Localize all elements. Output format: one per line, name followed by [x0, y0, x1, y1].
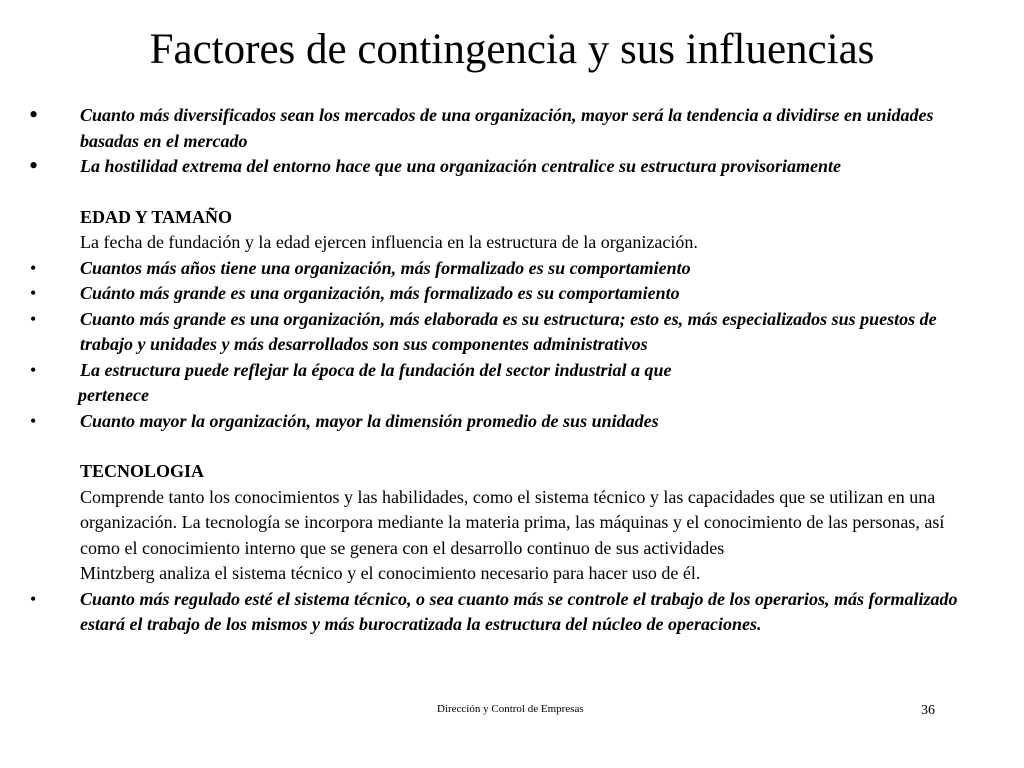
- bullet-text: Cuanto mayor la organización, mayor la dimensión promedio de sus unidades: [80, 410, 659, 431]
- section-intro-edad: La fecha de fundación y la edad ejercen influencia en la estructura de la organización.: [80, 232, 698, 252]
- slide-body: [0, 100, 1024, 638]
- slide-title: Factores de contingencia y sus influencias: [149, 26, 875, 73]
- bullet-icon: •: [30, 359, 37, 380]
- bullet-item: [0, 409, 985, 435]
- bullet-item: [0, 587, 985, 638]
- section-paragraph-tecnologia: Comprende tanto los conocimientos y las habilidades, como el sistema técnico y las capacidades que se utilizan en una organización. La tecnología se incorpora mediante la materia prima, las máquinas y el conocimiento de las personas, así como el conocimiento interno que se genera con el desarrollo continuo de sus actividades: [80, 486, 945, 558]
- bullet-text: La estructura puede reflejar la época de la fundación del sector industrial a que: [80, 359, 672, 380]
- bullet-icon: •: [30, 308, 37, 329]
- bullet-text: Cuanto más diversificados sean los mercados de una organización, mayor será la tendencia a dividirse en unidades basadas en el mercado: [80, 105, 934, 151]
- slide-footer: [0, 703, 1024, 723]
- footer-text: Dirección y Control de Empresas: [437, 703, 584, 715]
- bullet-icon: •: [30, 410, 37, 431]
- bullet-text: La hostilidad extrema del entorno hace que una organización centralice su estructura provisoriamente: [80, 156, 842, 176]
- page-number: 36: [921, 703, 935, 718]
- bullet-item: [0, 256, 985, 282]
- bullet-text: Cuanto más grande es una organización, más elaborada es su estructura; esto es, más especializados sus puestos de trabajo y unidades y más desarrollados son sus componentes administrativos: [80, 308, 937, 354]
- bullet-item: [0, 281, 985, 307]
- section-heading-tecnologia: TECNOLOGIA: [80, 461, 205, 481]
- bullet-item: [0, 151, 985, 180]
- bullet-item: [0, 307, 985, 358]
- section-note-tecnologia: Mintzberg analiza el sistema técnico y el conocimiento necesario para hacer uso de él.: [80, 563, 701, 583]
- bullet-continuation: pertenece: [78, 385, 149, 405]
- spacer: [0, 434, 1024, 459]
- bullet-icon: •: [30, 588, 37, 609]
- bullet-item: [0, 100, 985, 154]
- bullet-icon: •: [29, 100, 39, 129]
- bullet-icon: •: [30, 257, 37, 278]
- section-heading-edad: EDAD Y TAMAÑO: [80, 206, 232, 227]
- bullet-item: [0, 358, 985, 384]
- bullet-text: Cuantos más años tiene una organización, más formalizado es su comportamiento: [80, 257, 691, 278]
- bullet-text: Cuánto más grande es una organización, más formalizado es su comportamiento: [80, 283, 680, 303]
- bullet-text: Cuanto más regulado esté el sistema técnico, o sea cuanto más se controle el trabajo de los operarios, más formalizado estará el trabajo de los mismos y más burocratizada la estructura del núcleo de operaciones.: [80, 588, 958, 634]
- bullet-icon: •: [29, 151, 39, 180]
- bullet-icon: •: [30, 283, 37, 303]
- spacer: [0, 180, 1024, 205]
